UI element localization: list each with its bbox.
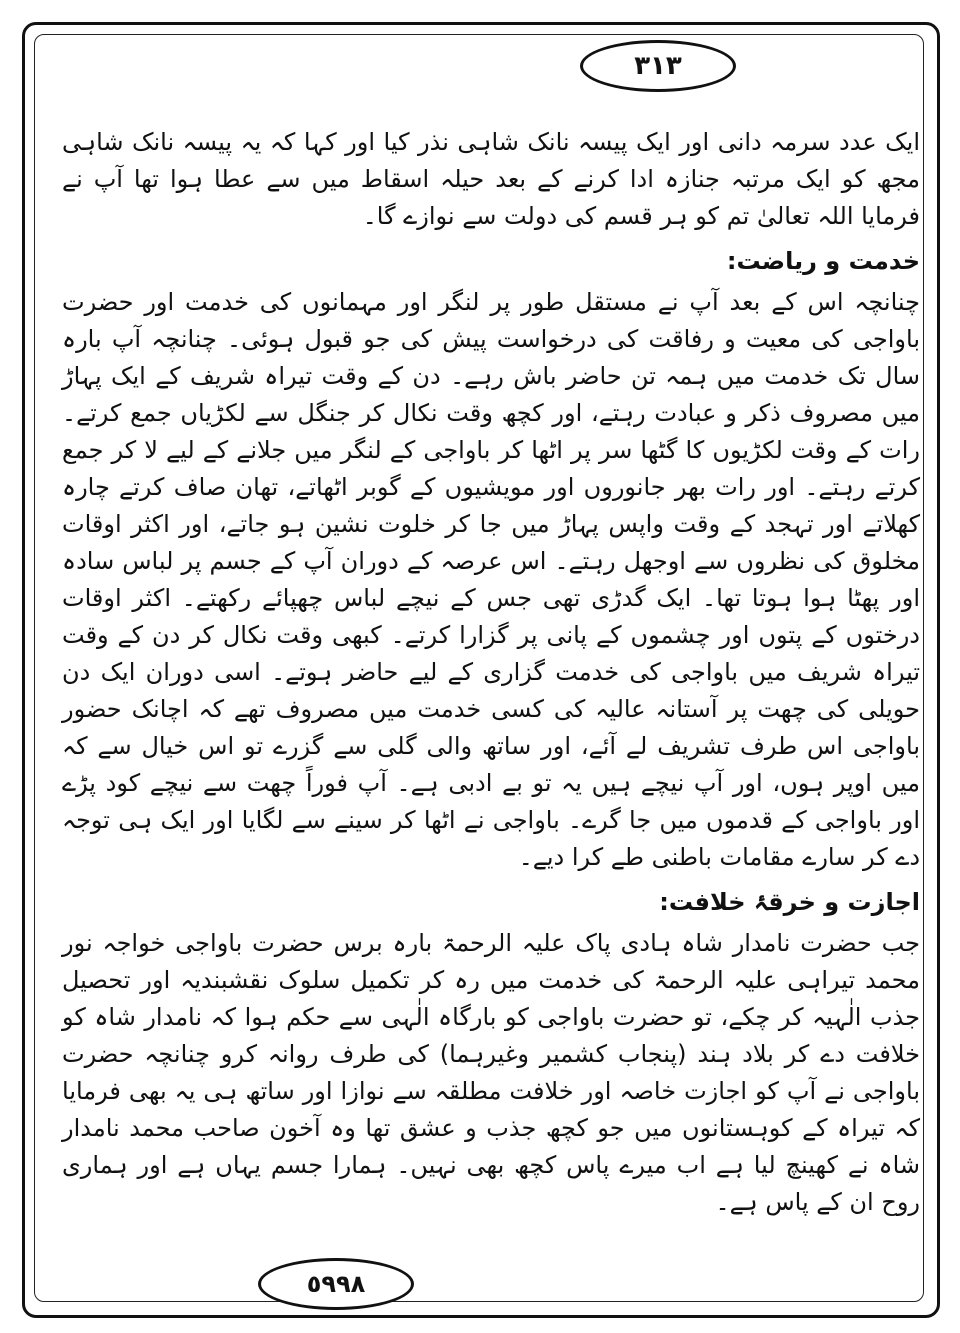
footer-number: ٥٩٩٨: [306, 1270, 366, 1298]
paragraph-intro: ایک عدد سرمہ دانی اور ایک پیسہ نانک شاہی نذر کیا اور کہا کہ یہ پیسہ نانک شاہی مجھ کو ایک مرتبہ جنازہ ادا کرنے کے بعد حیلہ اسقاط میں سے عطا ہوا تھا آپ نے فرمایا اللہ تعالیٰ تم کو ہر قسم کی دولت سے نوازے گا۔: [62, 128, 920, 230]
page-number-badge: [580, 40, 736, 92]
paragraph-khidmat: چنانچہ اس کے بعد آپ نے مستقل طور پر لنگر اور مہمانوں کی خدمت اور حضرت باواجی کی معیت و رفاقت کی درخواست پیش کی جو قبول ہوئی۔ چنانچہ آپ بارہ سال تک خدمت میں ہمہ تن حاضر باش رہے۔ دن کے وقت تیراہ شریف کے ایک پہاڑ میں مصروف ذکر و عبادت رہتے، اور کچھ وقت نکال کر جنگل سے لکڑیاں جمع کرتے۔ رات کے وقت لکڑیوں کا گٹھا سر پر اٹھا کر باواجی کے لنگر میں جلانے کے لیے لا کر جمع کرتے رہتے۔ اور رات بھر جانوروں اور مویشیوں کے گوبر اٹھاتے، تھان صاف کرتے چارہ کھلاتے اور تہجد کے وقت واپس پہاڑ میں جا کر خلوت نشین ہو جاتے، اور اکثر اوقات مخلوق کی نظروں سے اوجھل رہتے۔ اس عرصہ کے دوران آپ کے جسم پر لباس سادہ اور پھٹا ہوا ہوتا تھا۔ ایک گدڑی تھی جس کے نیچے لباس چھپائے رکھتے۔ اکثر اوقات درختوں کے پتوں اور چشموں کے پانی پر گزارا کرتے۔ کبھی وقت نکال کر دن کے وقت تیراہ شریف میں باواجی کی خدمت گزاری کے لیے حاضر ہوتے۔ اسی دوران ایک دن حویلی کی چھت پر آستانہ عالیہ کی کسی خدمت میں مصروف تھے کہ اچانک حضور باواجی اس طرف تشریف لے آئے، اور ساتھ والی گلی سے گزرے تو اس خیال سے کہ میں اوپر ہوں، اور آپ نیچے ہیں یہ تو بے ادبی ہے۔ آپ فوراً چھت سے نیچے کود پڑے اور باواجی کے قدموں میں جا گرے۔ باواجی نے اٹھا کر سینے سے لگایا اور ایک ہی توجہ دے کر سارے مقامات باطنی طے کرا دیے۔: [62, 288, 920, 871]
heading-ijazat: اجازت و خرقۂ خلافت:: [659, 888, 920, 916]
page-number: ٣١٣: [634, 51, 682, 81]
paragraph-ijazat: جب حضرت نامدار شاہ ہادی پاک علیہ الرحمۃ بارہ برس حضرت باواجی خواجہ نور محمد تیراہی علیہ الرحمۃ کی خدمت میں رہ کر تکمیل سلوک نقشبندیہ اور تحصیل جذب الٰہیہ کر چکے، تو حضرت باواجی کو بارگاہ الٰہی سے حکم ہوا کہ نامدار شاہ کو خلافت دے کر بلاد ہند (پنجاب کشمیر وغیرہما) کی طرف روانہ کرو چنانچہ حضرت باواجی نے آپ کو اجازت خاصہ اور خلافت مطلقہ سے نوازا اور ساتھ ہی یہ بھی فرمایا کہ تیراہ کے کوہستانوں میں جو کچھ جذب و عشق تھا وہ آخون صاحب محمد نامدار شاہ نے کھینچ لیا ہے اب میرے پاس کچھ بھی نہیں۔ ہمارا جسم یہاں ہے اور ہماری روح ان کے پاس ہے۔: [62, 929, 920, 1216]
page-body: [62, 120, 920, 1221]
footer-number-badge: [258, 1258, 414, 1310]
heading-khidmat: خدمت و ریاضت:: [726, 247, 920, 275]
